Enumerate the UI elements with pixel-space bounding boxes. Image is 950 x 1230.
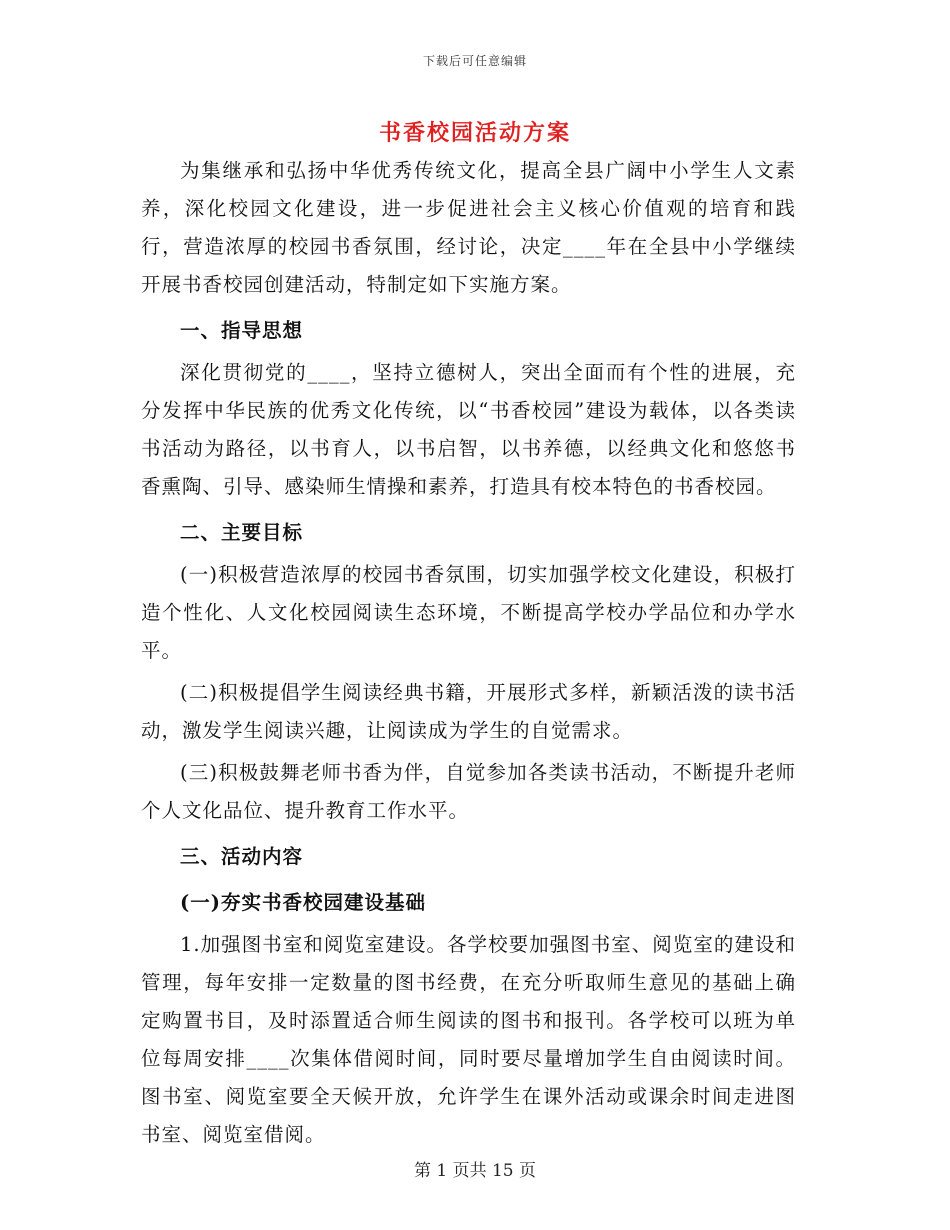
- intro-paragraph: 为集继承和弘扬中华优秀传统文化，提高全县广阔中小学生人文素养，深化校园文化建设，进一步促进社会主义核心价值观的培育和践行，营造浓厚的校园书香氛围，经讨论，决定____年在全县中小学继续开展书香校园创建活动，特制定如下实施方案。: [141, 159, 796, 296]
- document-title: 书香校园活动方案: [378, 120, 571, 146]
- goal-paragraph-2: (二)积极提倡学生阅读经典书籍，开展形式多样，新颖活泼的读书活动，激发学生阅读兴趣，让阅读成为学生的自觉需求。: [141, 681, 796, 742]
- section-heading-guiding-ideology: 一、指导思想: [180, 319, 304, 342]
- goal-paragraph-1: (一)积极营造浓厚的校园书香氛围，切实加强学校文化建设，积极打造个性化、人文化校园阅读生态环境，不断提高学校办学品位和办学水平。: [141, 563, 796, 662]
- section-heading-main-goals: 二、主要目标: [180, 521, 304, 544]
- page-number: 第 1 页共 15 页: [413, 1161, 537, 1181]
- section-heading-activities: 三、活动内容: [180, 845, 304, 868]
- document-body: [141, 152, 796, 1158]
- subsection-heading-foundation: (一)夯实书香校园建设基础: [180, 891, 426, 914]
- header-note: 下载后可任意编辑: [422, 54, 527, 68]
- goal-paragraph-3: (三)积极鼓舞老师书香为伴，自觉参加各类读书活动，不断提升老师个人文化品位、提升教育工作水平。: [141, 761, 796, 822]
- guiding-ideology-paragraph: 深化贯彻党的____，坚持立德树人，突出全面而有个性的进展，充分发挥中华民族的优秀文化传统，以“书香校园”建设为载体，以各类读书活动为路径，以书育人，以书启智，以书养德，以经典文化和悠悠书香熏陶、引导、感染师生情操和素养，打造具有校本特色的书香校园。: [141, 361, 796, 498]
- activity-item-1: 1.加强图书室和阅览室建设。各学校要加强图书室、阅览室的建设和管理，每年安排一定数量的图书经费，在充分听取师生意见的基础上确定购置书目，及时添置适合师生阅读的图书和报刊。各学校可以班为单位每周安排____次集体借阅时间，同时要尽量增加学生自由阅读时间。图书室、阅览室要全天候开放，允许学生在课外活动或课余时间走进图书室、阅览室借阅。: [141, 933, 796, 1146]
